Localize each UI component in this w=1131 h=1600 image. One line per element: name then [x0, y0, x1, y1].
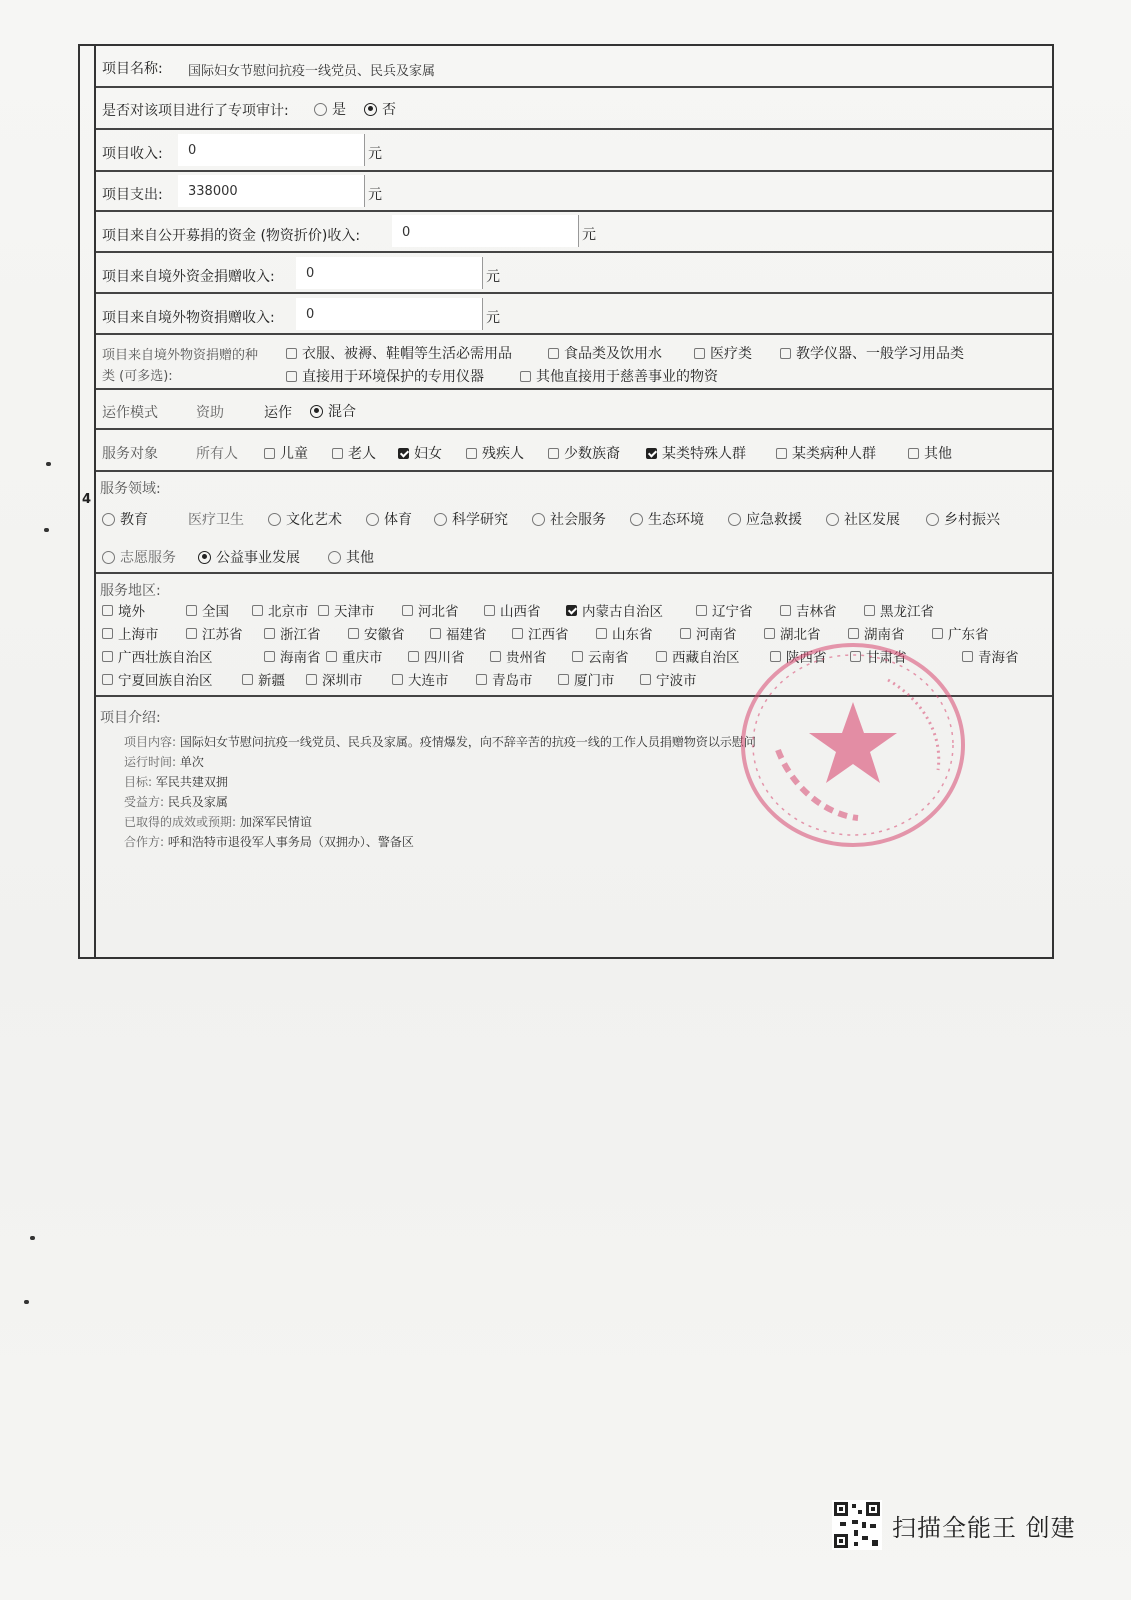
region-label: 河北省 [418, 604, 459, 620]
checkbox-icon [402, 605, 413, 616]
field-option[interactable]: 其他 [328, 547, 374, 567]
checkbox-icon [286, 348, 297, 359]
checkbox-icon [694, 348, 705, 359]
row-project-name [96, 46, 1052, 88]
scanner-watermark [832, 1500, 1076, 1550]
region-label: 四川省 [424, 650, 465, 666]
region-label: 贵州省 [506, 650, 547, 666]
goods-option[interactable]: 直接用于环境保护的专用仪器 [286, 366, 484, 386]
operation-option-selected[interactable]: 混合 [310, 401, 356, 421]
region-option[interactable] [402, 600, 459, 620]
region-label: 北京市 [268, 604, 309, 620]
checkbox-icon [596, 628, 607, 639]
row-overseas-cash [96, 253, 1052, 294]
region-option[interactable] [656, 646, 740, 666]
region-label: 黑龙江省 [880, 604, 934, 620]
goods-types-label-line2: 类 (可多选): [102, 369, 173, 384]
region-label: 云南省 [588, 650, 629, 666]
radio-icon [366, 513, 379, 526]
region-label: 大连市 [408, 673, 449, 689]
radio-icon [434, 513, 447, 526]
region-option[interactable] [962, 646, 1019, 666]
intro-label: 项目介绍: [100, 710, 161, 726]
goods-option[interactable]: 食品类及饮用水 [548, 343, 662, 363]
service-fields-label: 服务领域: [100, 481, 161, 497]
region-label: 浙江省 [280, 627, 321, 643]
checkbox-icon [656, 651, 667, 662]
region-label: 西藏自治区 [672, 650, 740, 666]
region-label: 青岛市 [492, 673, 533, 689]
radio-icon [328, 551, 341, 564]
scanner-watermark-text: 扫描全能王 创建 [892, 1513, 1076, 1542]
region-option[interactable] [408, 646, 465, 666]
audit-option-yes[interactable]: 是 [314, 99, 346, 119]
intro-line: 合作方: 呼和浩特市退役军人事务局（双拥办）、警备区 [124, 835, 414, 849]
checkbox-icon [306, 674, 317, 685]
region-label: 重庆市 [342, 650, 383, 666]
region-label: 宁波市 [656, 673, 697, 689]
region-option[interactable] [102, 623, 159, 643]
region-option[interactable] [264, 646, 321, 666]
checkbox-icon [186, 628, 197, 639]
region-option[interactable] [572, 646, 629, 666]
checkbox-icon [102, 605, 113, 616]
intro-line: 已取得的成效或预期: 加深军民情谊 [124, 815, 312, 829]
checkbox-icon [326, 651, 337, 662]
region-label: 青海省 [978, 650, 1019, 666]
checkbox-icon [780, 605, 791, 616]
checkbox-icon [780, 348, 791, 359]
checkbox-icon [512, 628, 523, 639]
row-service-targets [96, 430, 1052, 472]
checkbox-checked-icon [398, 448, 409, 459]
radio-icon [826, 513, 839, 526]
income-label: 项目收入: [102, 146, 163, 162]
radio-selected-icon [198, 551, 211, 564]
checkbox-icon [490, 651, 501, 662]
radio-icon [102, 513, 115, 526]
operation-option[interactable]: 运作 [264, 405, 292, 421]
radio-selected-icon [310, 405, 323, 418]
checkbox-icon [264, 651, 275, 662]
row-goods-types [96, 335, 1052, 390]
intro-line: 目标: 军民共建双拥 [124, 775, 228, 789]
radio-icon [926, 513, 939, 526]
scan-speck [30, 1236, 35, 1240]
field-option[interactable]: 志愿服务 [102, 547, 176, 567]
field-option[interactable]: 教育 [102, 509, 148, 529]
target-option[interactable]: 所有人 [196, 446, 238, 462]
target-option[interactable]: 少数族裔 [548, 443, 620, 463]
region-label: 安徽省 [364, 627, 405, 643]
field-option[interactable]: 乡村振兴 [926, 509, 1000, 529]
checkbox-icon [102, 651, 113, 662]
checkbox-icon [572, 651, 583, 662]
checkbox-icon [264, 628, 275, 639]
region-option[interactable] [696, 600, 753, 620]
region-label: 山西省 [500, 604, 541, 620]
checkbox-icon [252, 605, 263, 616]
region-label: 深圳市 [322, 673, 363, 689]
checkbox-icon [102, 628, 113, 639]
overseas-cash-label: 项目来自境外资金捐赠收入: [102, 269, 275, 285]
checkbox-icon [242, 674, 253, 685]
radio-icon [314, 103, 327, 116]
radio-icon [728, 513, 741, 526]
region-option[interactable] [102, 669, 213, 689]
official-seal-icon [738, 640, 968, 850]
region-option[interactable] [306, 669, 363, 689]
operation-option[interactable]: 资助 [196, 405, 224, 421]
public-income-field[interactable]: 0 [392, 215, 579, 247]
region-option[interactable] [558, 669, 615, 689]
qr-code-icon [832, 1500, 882, 1550]
checkbox-icon [466, 448, 477, 459]
checkbox-icon [558, 674, 569, 685]
region-label: 江苏省 [202, 627, 243, 643]
public-income-label: 项目来自公开募捐的资金 (物资折价)收入: [102, 228, 361, 244]
checkbox-icon [286, 371, 297, 382]
audit-label: 是否对该项目进行了专项审计: [102, 103, 289, 119]
region-option[interactable] [864, 600, 934, 620]
field-option[interactable]: 社会服务 [532, 509, 606, 529]
region-option[interactable] [242, 669, 285, 689]
service-targets-label: 服务对象 [102, 446, 158, 462]
region-label: 山东省 [612, 627, 653, 643]
row-audit [96, 88, 1052, 130]
service-regions-label: 服务地区: [100, 583, 161, 599]
income-unit: 元 [368, 146, 382, 162]
region-label: 江西省 [528, 627, 569, 643]
target-option-checked[interactable]: 妇女 [398, 443, 442, 463]
audit-option-no[interactable]: 否 [364, 99, 396, 119]
row-public-income [96, 212, 1052, 253]
project-name-label: 项目名称: [102, 61, 163, 77]
region-option[interactable] [780, 600, 837, 620]
radio-icon [268, 513, 281, 526]
region-option[interactable] [476, 669, 533, 689]
radio-icon [102, 551, 115, 564]
region-option[interactable] [318, 600, 375, 620]
row-overseas-goods [96, 294, 1052, 335]
checkbox-checked-icon [566, 605, 577, 616]
region-label: 宁夏回族自治区 [118, 673, 213, 689]
goods-option[interactable]: 衣服、被褥、鞋帽等生活必需用品 [286, 343, 512, 363]
region-label: 辽宁省 [712, 604, 753, 620]
field-option[interactable]: 体育 [366, 509, 412, 529]
public-income-unit: 元 [582, 227, 596, 243]
target-option-checked[interactable]: 某类特殊人群 [646, 443, 746, 463]
scan-speck [24, 1300, 29, 1304]
intro-line: 项目内容: 国际妇女节慰问抗疫一线党员、民兵及家属。疫情爆发，向不辞辛苦的抗疫一线的工作人员捐赠物资以示慰问 [124, 735, 756, 749]
region-label: 内蒙古自治区 [582, 604, 663, 620]
region-option[interactable] [264, 623, 321, 643]
region-label: 全国 [202, 604, 229, 620]
goods-option[interactable]: 教学仪器、一般学习用品类 [780, 343, 964, 363]
field-option[interactable]: 医疗卫生 [188, 512, 244, 528]
checkbox-icon [848, 628, 859, 639]
region-label: 天津市 [334, 604, 375, 620]
goods-types-label-line1: 项目来自境外物资捐赠的种 [102, 348, 259, 363]
region-label: 境外 [118, 604, 145, 620]
target-option[interactable]: 残疾人 [466, 443, 524, 463]
checkbox-icon [264, 448, 275, 459]
goods-option[interactable]: 其他直接用于慈善事业的物资 [520, 366, 718, 386]
goods-option[interactable]: 医疗类 [694, 343, 752, 363]
scan-speck [44, 528, 49, 532]
checkbox-icon [696, 605, 707, 616]
target-option[interactable]: 某类病种人群 [776, 443, 876, 463]
checkbox-icon [102, 674, 113, 685]
region-option[interactable] [596, 623, 653, 643]
region-label: 河南省 [696, 627, 737, 643]
row-expense [96, 172, 1052, 212]
checkbox-checked-icon [646, 448, 657, 459]
radio-icon [532, 513, 545, 526]
row-index: 4 [82, 492, 92, 507]
region-label: 广东省 [948, 627, 989, 643]
field-option-selected[interactable]: 公益事业发展 [198, 547, 300, 567]
checkbox-icon [476, 674, 487, 685]
region-label: 甘肃省 [866, 650, 907, 666]
region-label: 湖北省 [780, 627, 821, 643]
checkbox-icon [864, 605, 875, 616]
target-option[interactable]: 老人 [332, 443, 376, 463]
radio-icon [630, 513, 643, 526]
region-label: 厦门市 [574, 673, 615, 689]
overseas-cash-field[interactable]: 0 [296, 257, 483, 289]
region-label: 湖南省 [864, 627, 905, 643]
checkbox-icon [680, 628, 691, 639]
row-income [96, 130, 1052, 172]
income-field[interactable]: 0 [178, 134, 365, 166]
row-operation-mode [96, 390, 1052, 430]
checkbox-icon [186, 605, 197, 616]
checkbox-icon [348, 628, 359, 639]
field-option[interactable]: 应急救援 [728, 509, 802, 529]
region-option[interactable] [640, 669, 697, 689]
checkbox-icon [908, 448, 919, 459]
region-label: 吉林省 [796, 604, 837, 620]
region-option[interactable] [186, 623, 243, 643]
overseas-cash-unit: 元 [486, 269, 500, 285]
expense-field[interactable]: 338000 [178, 175, 365, 207]
checkbox-icon [408, 651, 419, 662]
checkbox-icon [318, 605, 329, 616]
region-option[interactable] [326, 646, 383, 666]
region-label: 新疆 [258, 673, 285, 689]
checkbox-icon [392, 674, 403, 685]
checkbox-icon [430, 628, 441, 639]
region-option[interactable] [102, 646, 213, 666]
field-option[interactable]: 科学研究 [434, 509, 508, 529]
checkbox-icon [640, 674, 651, 685]
region-option[interactable] [430, 623, 487, 643]
checkbox-icon [548, 448, 559, 459]
region-option[interactable] [102, 600, 145, 620]
scan-speck [46, 462, 51, 466]
overseas-goods-label: 项目来自境外物资捐赠收入: [102, 310, 275, 326]
checkbox-icon [484, 605, 495, 616]
region-option[interactable] [512, 623, 569, 643]
intro-line: 受益方: 民兵及家属 [124, 795, 228, 809]
overseas-goods-unit: 元 [486, 310, 500, 326]
region-option[interactable] [186, 600, 229, 620]
region-option[interactable] [348, 623, 405, 643]
project-name-value: 国际妇女节慰问抗疫一线党员、民兵及家属 [188, 64, 436, 79]
operation-label: 运作模式 [102, 405, 158, 421]
checkbox-icon [776, 448, 787, 459]
target-option[interactable]: 儿童 [264, 443, 308, 463]
region-option[interactable] [392, 669, 449, 689]
region-option[interactable] [484, 600, 541, 620]
field-option[interactable]: 社区发展 [826, 509, 900, 529]
region-label: 陕西省 [786, 650, 827, 666]
field-option[interactable]: 生态环境 [630, 509, 704, 529]
expense-label: 项目支出: [102, 187, 163, 203]
overseas-goods-field[interactable]: 0 [296, 298, 483, 330]
expense-unit: 元 [368, 187, 382, 203]
checkbox-icon [932, 628, 943, 639]
region-option[interactable] [490, 646, 547, 666]
region-label: 福建省 [446, 627, 487, 643]
region-label: 广西壮族自治区 [118, 650, 213, 666]
target-option[interactable]: 其他 [908, 443, 952, 463]
radio-selected-icon [364, 103, 377, 116]
checkbox-icon [764, 628, 775, 639]
checkbox-icon [520, 371, 531, 382]
region-option[interactable] [680, 623, 737, 643]
region-option-checked[interactable] [566, 600, 663, 620]
region-label: 海南省 [280, 650, 321, 666]
intro-line: 运行时间: 单次 [124, 755, 204, 769]
region-label: 上海市 [118, 627, 159, 643]
checkbox-icon [548, 348, 559, 359]
checkbox-icon [332, 448, 343, 459]
row-service-fields [96, 472, 1052, 574]
field-option[interactable]: 文化艺术 [268, 509, 342, 529]
region-option[interactable] [252, 600, 309, 620]
